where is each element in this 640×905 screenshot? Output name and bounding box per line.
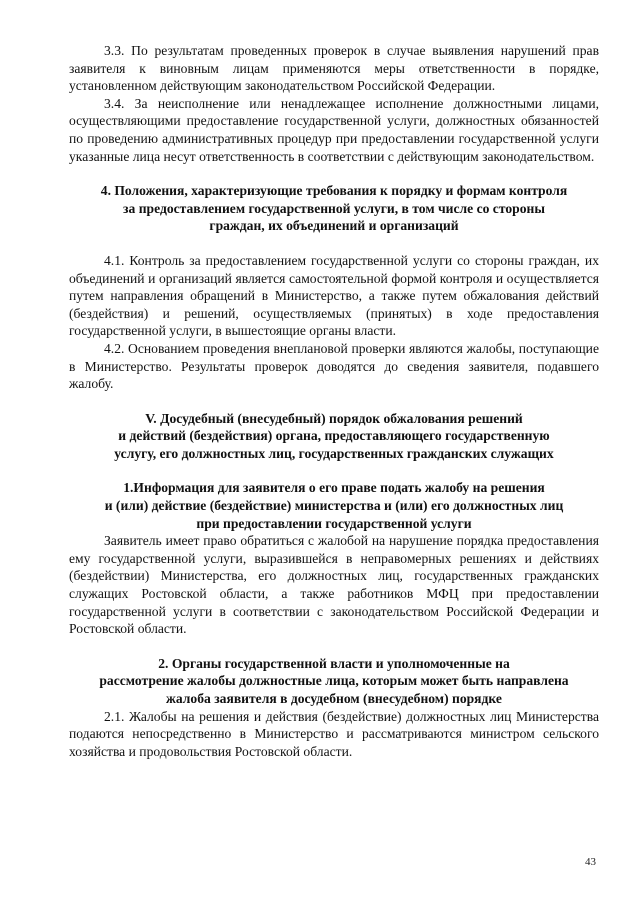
section-4-heading-line: 4. Положения, характеризующие требования к порядку и формам контроля: [100, 183, 568, 199]
section-5-heading-line: V. Досудебный (внесудебный) порядок обжалования решений: [145, 410, 523, 426]
section-5-heading-line: услугу, его должностных лиц, государственных гражданских служащих: [114, 445, 554, 461]
paragraph-5-1: Заявитель имеет право обратиться с жалобой на нарушение порядка предоставления ему государственной услуги, выразившейся в неправомерных решениях и действиях (бездействии) Министерства, его должностных лиц, государственных гражданских служащих Ростовской области, а также работников МФЦ при предоставлении государственной услуги в соответствии с законодательством Российской Федерации и Ростовской области.: [69, 533, 599, 637]
section-4-heading-line: за предоставлением государственной услуги, в том числе со стороны: [123, 200, 545, 216]
subsection-5-1-heading-line: 1.Информация для заявителя о его праве подать жалобу на решения: [123, 480, 545, 496]
paragraph-2-1: 2.1. Жалобы на решения и действия (бездействие) должностных лиц Министерства подаются непосредственно в Министерство и рассматриваются министром сельского хозяйства и продовольствия Ростовской области.: [69, 708, 599, 759]
subsection-5-1-heading-line: при предоставлении государственной услуги: [196, 515, 472, 531]
section-4-heading: [69, 182, 599, 235]
subsection-5-2-heading: [69, 655, 599, 708]
paragraph-3-3: 3.3. По результатам проведенных проверок в случае выявления нарушений прав заявителя к виновным лицам применяются меры ответственности в порядке, установленном действующим законодательством Российской Федерации.: [69, 43, 599, 94]
subsection-5-2-heading-line: рассмотрение жалобы должностные лица, которым может быть направлена: [99, 673, 569, 689]
paragraph-4-1: 4.1. Контроль за предоставлением государственной услуги со стороны граждан, их объединений и организаций является самостоятельной формой контроля и осуществляется путем направления обращений в Министерство, а также путем обжалования действий (бездействия) и решений, осуществляемых (принятых) в ходе предоставления государственной услуги, в вышестоящие органы власти.: [69, 252, 599, 339]
section-5-heading: [69, 410, 599, 463]
section-5-heading-line: и действий (бездействия) органа, предоставляющего государственную: [118, 428, 550, 444]
section-4-heading-line: граждан, их объединений и организаций: [209, 218, 459, 234]
subsection-5-2-heading-line: жалоба заявителя в досудебном (внесудебном) порядке: [166, 691, 502, 706]
paragraph-3-4: 3.4. За неисполнение или ненадлежащее исполнение должностными лицами, осуществляющими предоставление государственной услуги, должностных обязанностей по проведению административных процедур при предоставлении государственной услуги указанные лица несут ответственность в соответствии с действующим законодательством.: [69, 95, 599, 164]
paragraph-4-2: 4.2. Основанием проведения внеплановой проверки являются жалобы, поступающие в Министерство. Результаты проверок доводятся до сведения заявителя, подавшего жалобу.: [69, 340, 599, 392]
document-page: [69, 42, 599, 760]
subsection-5-1-heading: [69, 479, 599, 532]
subsection-5-1-heading-line: и (или) действие (бездействие) министерства и (или) его должностных лиц: [104, 498, 564, 514]
page-number: 43: [585, 856, 596, 868]
subsection-5-2-heading-line: 2. Органы государственной власти и уполномоченные на: [158, 655, 510, 671]
